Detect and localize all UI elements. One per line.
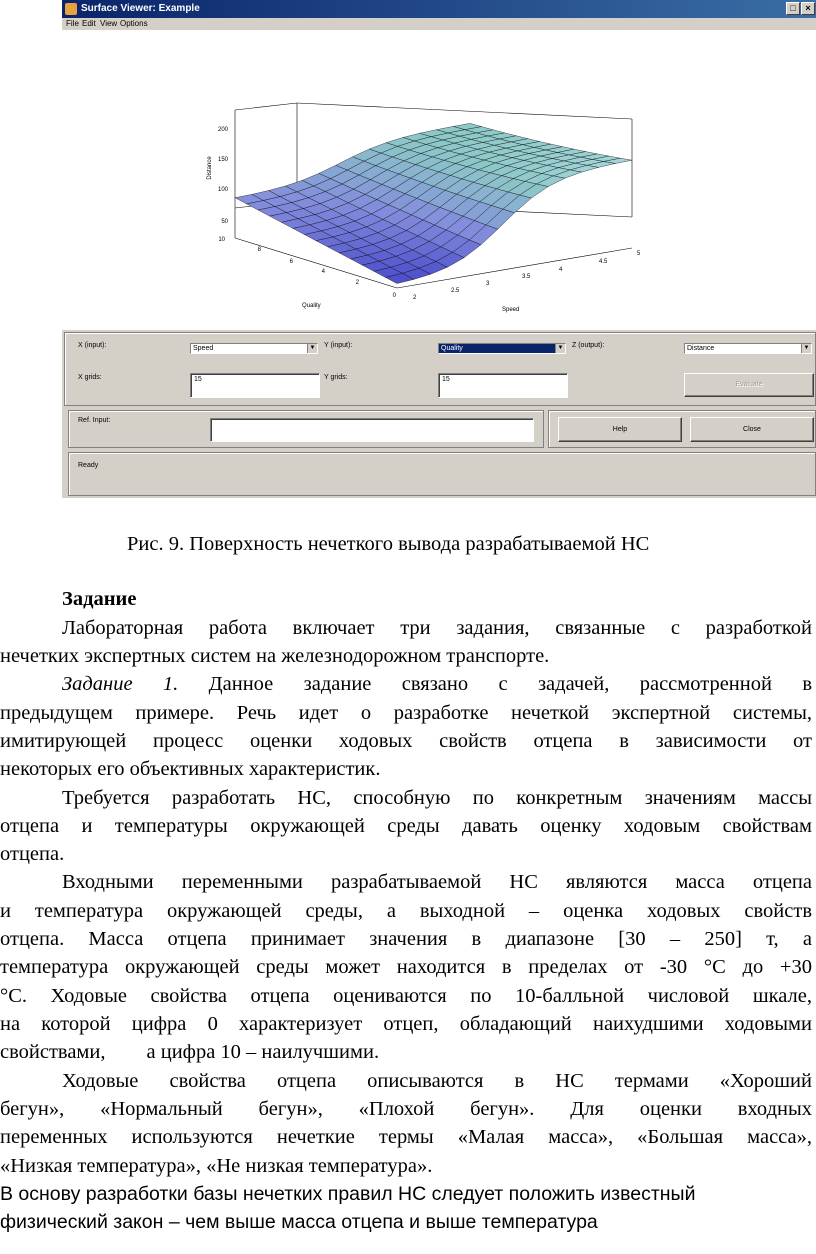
- y-input-label: Y (input):: [324, 342, 353, 349]
- maximize-button[interactable]: □: [786, 2, 800, 15]
- chevron-down-icon: ▼: [555, 344, 565, 353]
- y-axis-label: Quality: [302, 303, 321, 309]
- speed-tick-label: 2.5: [451, 288, 460, 294]
- z-output-label: Z (output):: [572, 342, 605, 349]
- section-heading: Задание: [62, 588, 137, 610]
- surface-mesh: [235, 123, 632, 283]
- paragraph-line: бегун», «Нормальный бегун», «Плохой бегун». Для оценки входных: [0, 1098, 812, 1120]
- paragraph-line: физический закон – чем выше масса отцепа и выше температура: [0, 1211, 598, 1233]
- x-input-value: Speed: [193, 345, 214, 352]
- paragraph-line: Требуется разработать НС, способную по конкретным значениям массы: [62, 787, 812, 809]
- paragraph-line: переменных используются нечеткие термы «Малая масса», «Большая масса»,: [0, 1126, 812, 1148]
- surface-plot-area[interactable]: [62, 30, 816, 330]
- paragraph-line: Ходовые свойства отцепа описываются в НС термами «Хороший: [62, 1070, 812, 1092]
- paragraph-line: °С. Ходовые свойства отцепа оцениваются по 10-балльной числовой шкале,: [0, 985, 812, 1007]
- paragraph-line: и температура окружающей среды, а выходной – оценка ходовых свойств: [0, 900, 812, 922]
- paragraph-line: отцепа и температуры окружающей среды давать оценку ходовым свойствам: [0, 815, 812, 837]
- y-grids-input[interactable]: 15: [438, 373, 568, 398]
- quality-tick-label: 8: [257, 247, 261, 253]
- paragraph-line: «Низкая температура», «Не низкая температура».: [0, 1155, 433, 1177]
- status-panel: [68, 452, 816, 496]
- paragraph-line: отцепа. Масса отцепа принимает значения в диапазоне [30 – 250] т, а: [0, 928, 812, 950]
- quality-tick-label: 10: [218, 237, 225, 243]
- quality-tick-label: 6: [289, 259, 293, 265]
- paragraph-line: Входными переменными разрабатываемой НС являются масса отцепа: [62, 871, 812, 893]
- x-grids-input[interactable]: 15: [190, 373, 320, 398]
- paragraph-line: на которой цифра 0 характеризует отцеп, обладающий наихудшими ходовыми: [0, 1013, 812, 1035]
- menu-edit[interactable]: Edit: [82, 19, 96, 28]
- menu-view[interactable]: View: [100, 19, 118, 28]
- status-text: Ready: [78, 462, 99, 469]
- close-window-button[interactable]: ×: [801, 2, 815, 15]
- y-grids-label: Y grids:: [324, 374, 348, 381]
- z-tick-label: 200: [217, 127, 228, 133]
- paragraph-line: температура окружающей среды может находится в пределах от -30 °С до +30: [0, 956, 812, 978]
- surface-plot[interactable]: [62, 30, 816, 330]
- paragraph-text: Данное задание связано с задачей, рассмотренной в: [208, 673, 812, 695]
- paragraph-line: Лабораторная работа включает три задания, связанные с разработкой: [62, 617, 812, 639]
- menu-bar: [62, 18, 816, 30]
- speed-tick-label: 4.5: [599, 259, 608, 265]
- chevron-down-icon: ▼: [307, 344, 317, 353]
- z-axis-label: Distance: [207, 156, 213, 180]
- quality-tick-label: 4: [321, 269, 325, 275]
- quality-tick-label: 0: [392, 293, 396, 299]
- paragraph-line: нечетких экспертных систем на железнодорожном транспорте.: [0, 645, 550, 667]
- paragraph-line: В основу разработки базы нечетких правил НС следует положить известный: [0, 1183, 696, 1205]
- paragraph-line: отцепа.: [0, 843, 65, 865]
- speed-tick-label: 5: [637, 251, 641, 257]
- x-grids-label: X grids:: [78, 374, 102, 381]
- matlab-icon: [65, 3, 77, 15]
- speed-tick-label: 2: [413, 295, 417, 301]
- z-output-value: Distance: [687, 345, 715, 352]
- speed-tick-label: 3: [486, 281, 490, 287]
- x-input-select[interactable]: [190, 343, 318, 354]
- menu-options[interactable]: Options: [120, 19, 148, 28]
- surface-viewer-window: [62, 0, 816, 498]
- x-axis-label: Speed: [502, 307, 520, 313]
- paragraph-line: имитирующей процесс оценки ходовых свойств отцепа в зависимости от: [0, 730, 812, 752]
- x-input-label: X (input):: [78, 342, 107, 349]
- z-tick-label: 100: [217, 187, 228, 193]
- ref-input-field[interactable]: [210, 418, 534, 442]
- y-input-value: Quality: [441, 345, 463, 352]
- help-button[interactable]: Help: [558, 417, 682, 442]
- paragraph-line: свойствами, а цифра 10 – наилучшими.: [0, 1041, 380, 1063]
- z-tick-label: 150: [217, 157, 228, 163]
- close-button[interactable]: Close: [690, 417, 814, 442]
- z-tick-label: 50: [221, 219, 228, 225]
- paragraph-line: некоторых его объективных характеристик.: [0, 758, 381, 780]
- chevron-down-icon: ▼: [801, 344, 811, 353]
- title-bar: [62, 0, 816, 18]
- y-input-select[interactable]: [438, 343, 566, 354]
- ref-input-label: Ref. Input:: [78, 417, 111, 424]
- speed-tick-label: 4: [559, 267, 563, 273]
- figure-caption: Рис. 9. Поверхность нечеткого вывода разрабатываемой НС: [127, 533, 650, 555]
- paragraph-line: [62, 670, 812, 698]
- speed-tick-label: 3.5: [522, 274, 531, 280]
- window-title: Surface Viewer: Example: [81, 3, 200, 14]
- paragraph-line: предыдущем примере. Речь идет о разработке нечеткой экспертной системы,: [0, 702, 812, 724]
- z-output-select[interactable]: [684, 343, 812, 354]
- menu-file[interactable]: File: [66, 19, 79, 28]
- task-label: Задание 1.: [62, 673, 179, 695]
- evaluate-button[interactable]: Evaluate: [684, 373, 814, 397]
- quality-tick-label: 2: [355, 280, 359, 286]
